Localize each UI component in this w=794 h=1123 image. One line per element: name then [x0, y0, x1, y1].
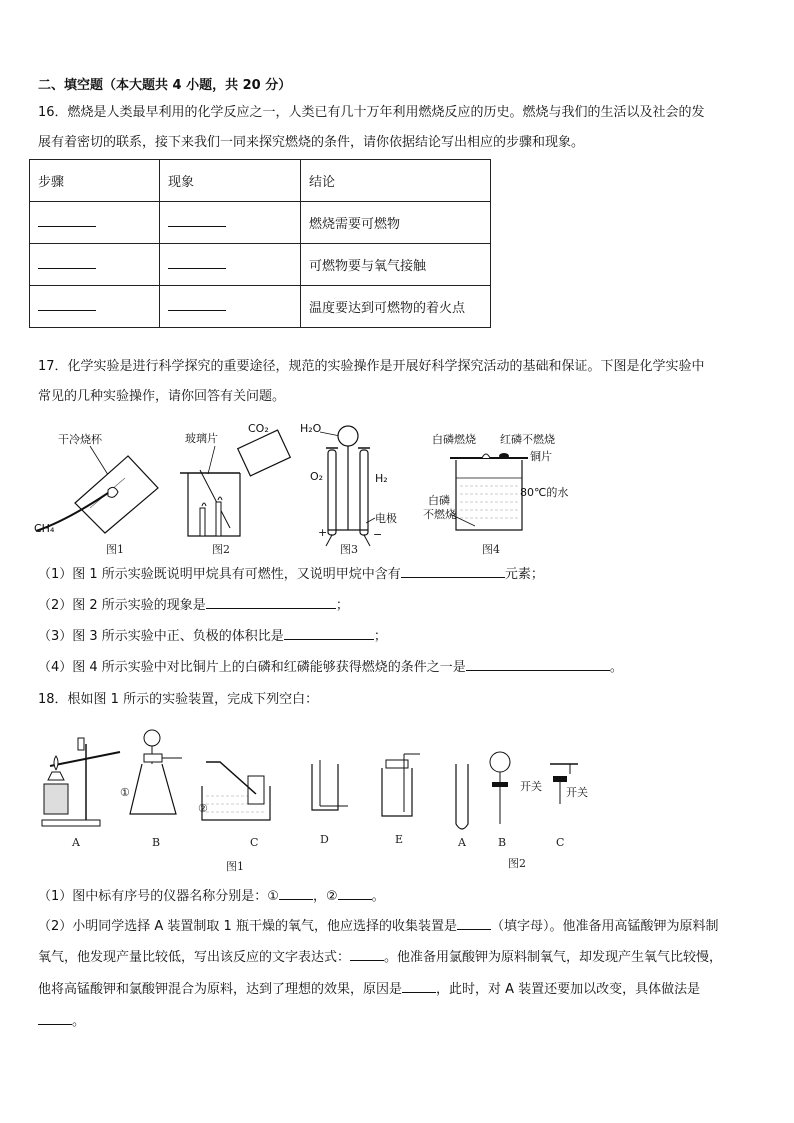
switch-label-2: 开关	[566, 786, 588, 799]
q18-fig1-apparatus-b	[120, 730, 182, 814]
q17-sub2	[38, 596, 349, 616]
q18-fig1-apparatus-d	[312, 760, 348, 810]
q18-sub2-line1	[38, 917, 718, 937]
answer-blank-q18-1b[interactable]	[338, 887, 372, 900]
fig2-letter-a: A	[458, 836, 466, 849]
answer-blank-phenomenon-1[interactable]	[160, 202, 301, 244]
q18-fig1-apparatus-c	[198, 762, 270, 820]
table-header-row	[30, 160, 491, 202]
fig4-white-noburn-label-1: 白磷	[428, 494, 450, 507]
answer-blank-q18-1a[interactable]	[279, 887, 313, 900]
fig1-caption: 图1	[106, 543, 124, 556]
q17-sub2-suffix: ；	[335, 598, 349, 613]
label-num1: ①	[120, 786, 130, 799]
q18-sub2-line4	[38, 1012, 85, 1032]
fig2-gas-label: CO₂	[248, 422, 269, 435]
answer-blank-q18-2b[interactable]	[350, 948, 384, 961]
q17-sub3-suffix: ；	[373, 629, 387, 644]
answer-blank-phenomenon-3[interactable]	[160, 286, 301, 328]
fig4-red-noburn-label: 红磷不燃烧	[500, 433, 555, 446]
q18-fig2-funnel	[490, 752, 542, 824]
answer-blank-phenomenon-2[interactable]	[160, 244, 301, 286]
answer-blank-step-2[interactable]	[30, 244, 160, 286]
q18-sub2-text-2b: 。他准备用氯酸钾为原料制氧气，却发现产生氧气比较慢，	[384, 950, 723, 965]
fig3-h2-label: H₂	[375, 472, 388, 485]
fig2-glass-label: 玻璃片	[185, 432, 218, 445]
answer-blank-q18-2c[interactable]	[402, 980, 436, 993]
q16-table	[29, 159, 491, 328]
q18-fig2-caption: 图2	[508, 857, 526, 870]
q18-sub2-text-4: 。	[72, 1014, 86, 1029]
q17-sub1-suffix: 元素；	[504, 567, 544, 582]
fig2-letter-c: C	[556, 836, 565, 849]
q17-sub4	[38, 658, 623, 678]
switch-label-1: 开关	[520, 780, 542, 793]
q18-sub2-text-1: （2）小明同学选择 A 装置制取 1 瓶干燥的氧气，他应选择的收集装置是	[38, 919, 457, 934]
fig3-water-label: H₂O	[300, 422, 322, 435]
fig1-letter-b: B	[152, 836, 161, 849]
q17-sub3-text: （3）图 3 所示实验中正、负极的体积比是	[38, 629, 284, 644]
q17-sub1-text: （1）图 1 所示实验既说明甲烷具有可燃性，又说明甲烷中含有	[38, 567, 401, 582]
q16-text-line1: 16．燃烧是人类最早利用的化学反应之一，人类已有几十万年利用燃烧反应的历史。燃烧与我们的生活以及社会的发	[38, 105, 705, 120]
q18-fig1-caption: 图1	[226, 860, 244, 873]
q18-title: 18．根如图 1 所示的实验装置，完成下列空白：	[38, 692, 319, 707]
q18-figures	[30, 724, 610, 874]
fig3-electrode-label: 电极	[375, 512, 397, 525]
table-row	[30, 202, 491, 244]
q17-sub3	[38, 627, 387, 647]
q18-fig1-apparatus-e	[382, 754, 420, 816]
fig3-o2-label: O₂	[310, 470, 324, 483]
fig3-minus-label: −	[373, 528, 383, 541]
fig1-letter-c: C	[250, 836, 259, 849]
q18-sub1-mid: ，②	[312, 889, 338, 904]
q17-figures	[30, 418, 600, 558]
q18-fig2-clamp	[550, 764, 588, 804]
fig4-water80-label: 80℃的水	[520, 486, 569, 499]
q18-sub2-text-3b: ，此时，对 A 装置还要加以改变，具体做法是	[436, 982, 701, 997]
answer-blank-q18-2d[interactable]	[38, 1012, 72, 1025]
fig1-letter-d: D	[320, 833, 329, 846]
answer-blank-step-1[interactable]	[30, 202, 160, 244]
fig4-drawing	[423, 432, 568, 530]
answer-blank-q17-2[interactable]	[206, 596, 336, 609]
table-header-step: 步骤	[30, 160, 160, 202]
q18-sub2-line3	[38, 980, 700, 1000]
table-conclusion-1: 燃烧需要可燃物	[301, 202, 491, 244]
q18-sub2-text-1b: （填字母）。他准备用高锰酸钾为原料制	[490, 919, 719, 934]
fig4-copper-label: 铜片	[530, 450, 552, 463]
fig1-letter-e: E	[395, 833, 404, 846]
answer-blank-step-3[interactable]	[30, 286, 160, 328]
table-header-phenomenon: 现象	[160, 160, 301, 202]
q18-sub2-line2	[38, 948, 722, 968]
fig1-drawing	[34, 432, 158, 535]
q17-text-line2: 常见的几种实验操作，请你回答有关问题。	[38, 389, 286, 404]
q17-sub4-suffix: 。	[609, 660, 623, 675]
q18-sub2-text-2: 氧气，他发现产量比较低，写出该反应的文字表达式：	[38, 950, 351, 965]
answer-blank-q17-3[interactable]	[284, 627, 374, 640]
fig1-gas-label: CH₄	[34, 522, 55, 535]
table-conclusion-3: 温度要达到可燃物的着火点	[301, 286, 491, 328]
q18-sub2-text-3: 他将高锰酸钾和氯酸钾混合为原料，达到了理想的效果，原因是	[38, 982, 403, 997]
fig4-white-noburn-label-2: 不燃烧	[423, 508, 456, 521]
fig3-drawing	[300, 422, 397, 546]
table-header-conclusion: 结论	[301, 160, 491, 202]
q18-sub1	[38, 887, 385, 907]
q18-fig1-apparatus-a	[42, 738, 120, 826]
label-num2: ②	[198, 802, 208, 815]
answer-blank-q18-2a[interactable]	[457, 917, 491, 930]
fig4-caption: 图4	[482, 543, 500, 556]
fig4-white-burn-label: 白磷燃烧	[432, 433, 476, 446]
answer-blank-q17-4[interactable]	[466, 658, 610, 671]
fig3-plus-label: +	[318, 526, 328, 539]
fig2-caption: 图2	[212, 543, 230, 556]
fig3-caption: 图3	[340, 543, 358, 556]
fig2-drawing	[180, 422, 290, 536]
q16-text-line2: 展有着密切的联系，接下来我们一同来探究燃烧的条件，请你依据结论写出相应的步骤和现象。	[38, 135, 585, 150]
q18-sub1-suffix: 。	[371, 889, 385, 904]
q17-text-line1: 17．化学实验是进行科学探究的重要途径，规范的实验操作是开展好科学探究活动的基础和保证。下图是化学实验中	[38, 359, 705, 374]
table-row	[30, 244, 491, 286]
table-row	[30, 286, 491, 328]
q17-sub2-text: （2）图 2 所示实验的现象是	[38, 598, 206, 613]
section-title: 二、填空题（本大题共 4 小题，共 20 分）	[38, 78, 292, 93]
answer-blank-q17-1[interactable]	[401, 565, 505, 578]
fig2-letter-b: B	[498, 836, 507, 849]
q17-sub4-text: （4）图 4 所示实验中对比铜片上的白磷和红磷能够获得燃烧的条件之一是	[38, 660, 466, 675]
fig1-letter-a: A	[72, 836, 80, 849]
table-conclusion-2: 可燃物要与氧气接触	[301, 244, 491, 286]
q18-sub1-text: （1）图中标有序号的仪器名称分别是：①	[38, 889, 279, 904]
q17-sub1	[38, 565, 544, 585]
fig1-cup-label: 干冷烧杯	[58, 433, 102, 446]
q18-fig2-test-tube	[456, 764, 468, 829]
